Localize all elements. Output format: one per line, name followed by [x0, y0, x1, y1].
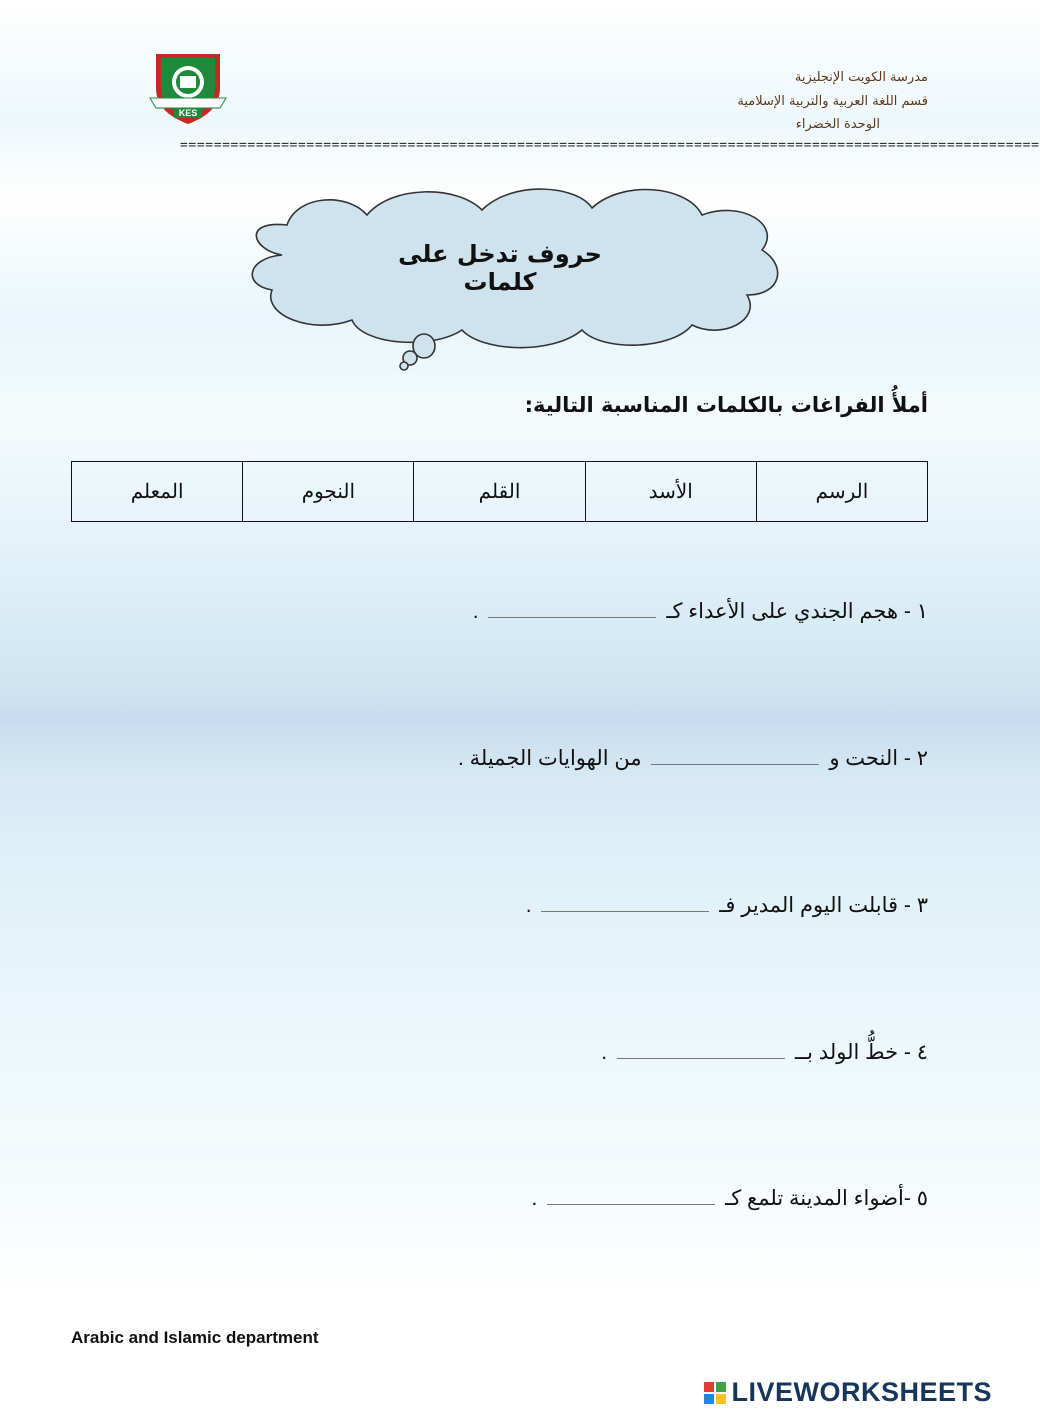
question-end: .	[472, 600, 479, 623]
word-bank-table	[71, 461, 928, 522]
answer-blank-5[interactable]	[547, 1184, 715, 1205]
answer-blank-2[interactable]	[651, 744, 819, 765]
question-text: ٣ - قابلت اليوم المدير فـ	[719, 894, 928, 917]
instruction-text: أملأُ الفراغات بالكلمات المناسبة التالية:	[524, 393, 928, 417]
separator-line: ======================================================================================================	[180, 138, 1040, 153]
question-end: من الهوايات الجميلة .	[457, 747, 642, 770]
word-bank-cell: المعلم	[72, 462, 243, 522]
school-name: مدرسة الكويت الإنجليزية	[794, 70, 928, 85]
question-1	[473, 597, 928, 624]
liveworksheets-brand[interactable]	[703, 1377, 992, 1408]
liveworksheets-logo-icon	[703, 1381, 727, 1405]
question-5	[532, 1184, 928, 1211]
question-end: .	[601, 1041, 608, 1064]
question-4	[601, 1038, 928, 1065]
footer-department: Arabic and Islamic department	[71, 1328, 319, 1347]
answer-blank-3[interactable]	[541, 891, 709, 912]
answer-blank-1[interactable]	[488, 597, 656, 618]
question-2	[458, 744, 928, 771]
unit-name: الوحدة الخضراء	[795, 117, 880, 132]
question-3	[526, 891, 928, 918]
question-text: ٤ - خطُّ الولد بــ	[794, 1041, 928, 1064]
page-title: حروف تدخل على كلمات	[398, 240, 602, 296]
question-end: .	[531, 1187, 538, 1210]
department-name: قسم اللغة العربية والتربية الإسلامية	[737, 94, 928, 109]
word-bank-cell: النجوم	[243, 462, 414, 522]
question-text: ٥ -أضواء المدينة تلمع كـ	[725, 1187, 928, 1210]
word-bank-cell: الرسم	[756, 462, 927, 522]
question-text: ١ - هجم الجندي على الأعداء كـ	[666, 600, 928, 623]
word-bank-cell: الأسد	[585, 462, 756, 522]
answer-blank-4[interactable]	[617, 1038, 785, 1059]
word-bank-cell: القلم	[414, 462, 585, 522]
school-logo	[148, 48, 228, 126]
brand-name: LIVEWORKSHEETS	[731, 1377, 992, 1407]
question-end: .	[525, 894, 532, 917]
logo-text: KES	[178, 108, 198, 118]
question-text: ٢ - النحت و	[829, 747, 928, 770]
